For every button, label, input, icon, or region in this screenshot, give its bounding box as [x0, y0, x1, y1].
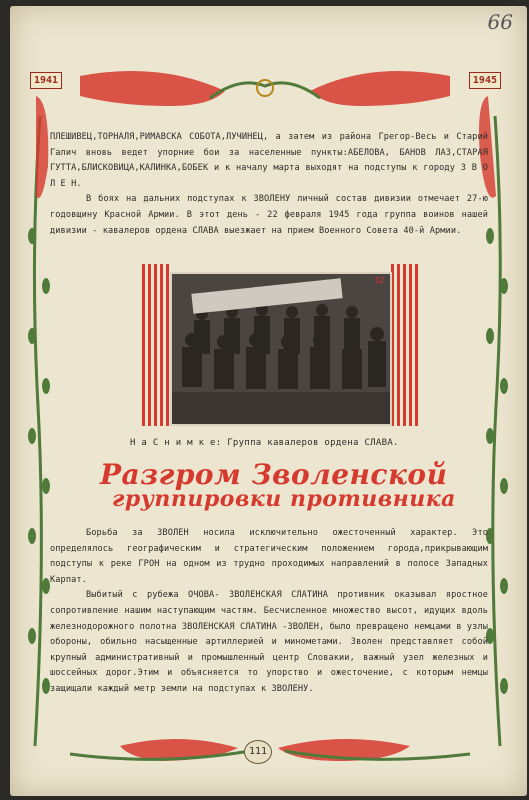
album-page: [10, 6, 527, 796]
bottom-text-block: [50, 526, 488, 698]
top-text-block: [50, 130, 488, 239]
top-paragraph-2: В боях на дальних подступах к ЗВОЛЕНУ личный состав дивизии отмечает 27-ю годовщину Красной Армии. В этот день - 22 февраля 1945 года группа воинов нашей дивизии - кавалеров ордена СЛАВА выезжает на прием Военного Совета 40-й Армии.: [50, 194, 488, 236]
group-photo: [170, 272, 392, 426]
photo-caption: Н а С н и м к е: Группа кавалеров ордена СЛАВА.: [130, 438, 399, 448]
bottom-paragraph-2: Выбитый с рубежа ОЧОВА- ЗВОЛЕНСКАЯ СЛАТИНА противник оказывал яростное сопротивление нашим наступающим частям. Бесчисленное множество высот, идущих вдоль железнодорожного полотна ЗВОЛЕНСКАЯ СЛАТИНА -ЗВОЛЕН, было превращено немцами в узлы обороны, обильно насыщенные артиллерией и минометами. Зволен представляет собой крупный административный и промышленный центр Словакии, важный узел железных и шоссейных дорог.Этим и объясняется то упорство и ожесточение, с которым немцы защищали каждый метр земли на подступах к ЗВОЛЕНУ.: [50, 590, 488, 694]
photo-number: 32: [374, 276, 384, 285]
headline-line-2: группировки противника: [112, 486, 456, 512]
bottom-paragraph-1: Борьба за ЗВОЛЕН носила исключительно ожесточенный характер. Это определялось географическим и стратегическим положением города,прикрывающим подступы к реке ГРОН на одном из трудно проходимых направлений в полосе Западных Карпат.: [50, 528, 488, 585]
year-start-label: 1941: [30, 72, 62, 89]
top-paragraph-1: ПЛЕШИВЕЦ,ТОРНАЛЯ,РИМАВСКА СОБОТА,ЛУЧИНЕЦ, а затем из района Грегор-Весь и Старий Галич вновь ведет упорние бои за населенные пункты:АБЕЛОВА, БАНОВ ЛАЗ,СТАРАЯ ГУТТА,БЛИСКОВИЦА,КАЛИНКА,БОБЕК и к началу марта выходят на подступы к городу З В О Л Е Н.: [50, 132, 488, 189]
year-end-label: 1945: [469, 72, 501, 89]
corner-page-number: 66: [487, 10, 513, 34]
footer-page-number: 111: [244, 740, 272, 764]
headline-line-1: Разгром Зволенской: [100, 458, 448, 491]
